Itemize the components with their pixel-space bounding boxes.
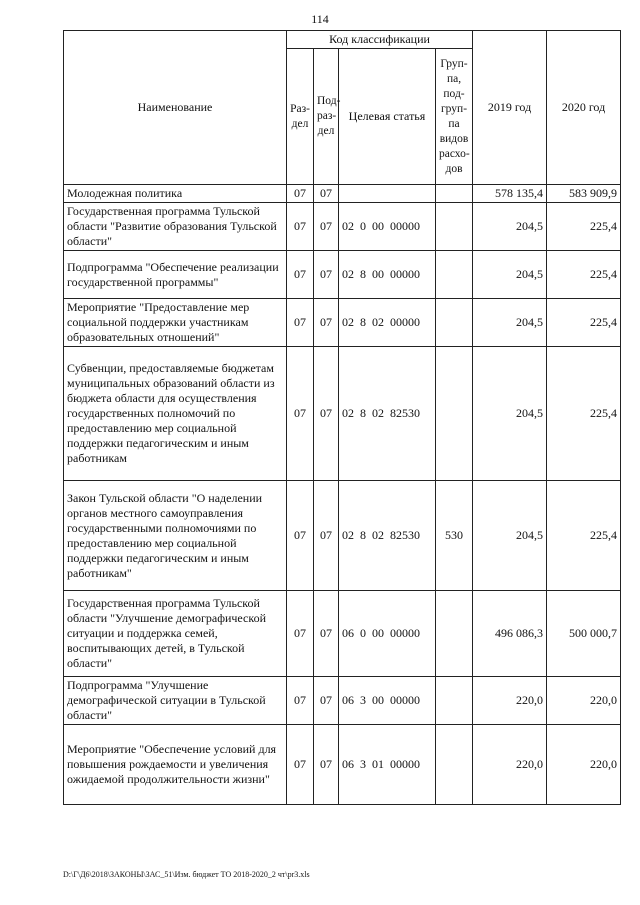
row-2020: 225,4 xyxy=(547,299,621,347)
row-name: Мероприятие "Обеспечение условий для повышения рождаемости и увеличения ожидаемой продолжительности жизни" xyxy=(64,725,287,805)
table-row xyxy=(64,203,621,251)
row-name: Субвенции, предоставляемые бюджетам муниципальных образований области из бюджета области для осуществления государственных полномочий по предоставлению мер социальной поддержки педагогическим и иным работникам xyxy=(64,347,287,481)
row-subsection: 07 xyxy=(314,203,339,251)
row-name: Молодежная политика xyxy=(64,185,287,203)
row-target xyxy=(339,185,436,203)
row-group xyxy=(436,203,473,251)
row-2020: 225,4 xyxy=(547,481,621,591)
row-subsection: 07 xyxy=(314,481,339,591)
row-2019: 204,5 xyxy=(473,299,547,347)
row-2019: 220,0 xyxy=(473,677,547,725)
row-name: Закон Тульской области "О наделении органов местного самоуправления государственными полномочиями по предоставлению мер социальной поддержки педагогическим и иным работникам" xyxy=(64,481,287,591)
row-2020: 225,4 xyxy=(547,347,621,481)
row-group: 530 xyxy=(436,481,473,591)
header-year-2019: 2019 год xyxy=(473,31,547,185)
row-target: 02 8 02 82530 xyxy=(339,347,436,481)
row-group xyxy=(436,591,473,677)
header-subsection: Под- раз- дел xyxy=(314,49,339,185)
row-2019: 496 086,3 xyxy=(473,591,547,677)
footer-file-path: D:\Г\Д6\2018\ЗАКОНЫ\ЗАС_51\Изм. бюджет ТО 2018-2020_2 чт\pr3.xls xyxy=(63,870,310,879)
row-2019: 204,5 xyxy=(473,251,547,299)
row-name: Государственная программа Тульской области "Развитие образования Тульской области" xyxy=(64,203,287,251)
row-section: 07 xyxy=(287,299,314,347)
row-section: 07 xyxy=(287,347,314,481)
header-section: Раз- дел xyxy=(287,49,314,185)
row-group xyxy=(436,677,473,725)
table-row xyxy=(64,251,621,299)
row-2020: 220,0 xyxy=(547,677,621,725)
row-group xyxy=(436,347,473,481)
row-subsection: 07 xyxy=(314,299,339,347)
row-section: 07 xyxy=(287,725,314,805)
row-target: 06 3 01 00000 xyxy=(339,725,436,805)
row-target: 06 3 00 00000 xyxy=(339,677,436,725)
row-name: Государственная программа Тульской области "Улучшение демографической ситуации и поддержка семей, воспитывающих детей, в Тульской области" xyxy=(64,591,287,677)
table-row xyxy=(64,677,621,725)
header-target-article: Целевая статья xyxy=(339,49,436,185)
row-target: 06 0 00 00000 xyxy=(339,591,436,677)
table-row xyxy=(64,299,621,347)
row-subsection: 07 xyxy=(314,591,339,677)
row-subsection: 07 xyxy=(314,185,339,203)
row-2019: 204,5 xyxy=(473,347,547,481)
row-subsection: 07 xyxy=(314,725,339,805)
row-section: 07 xyxy=(287,481,314,591)
row-section: 07 xyxy=(287,251,314,299)
table-row xyxy=(64,725,621,805)
row-section: 07 xyxy=(287,203,314,251)
row-target: 02 8 02 00000 xyxy=(339,299,436,347)
header-expense-group: Груп- па, под- груп- па видов расхо- дов xyxy=(436,49,473,185)
table-row xyxy=(64,347,621,481)
header-name: Наименование xyxy=(64,31,287,185)
row-target: 02 8 02 82530 xyxy=(339,481,436,591)
row-section: 07 xyxy=(287,591,314,677)
page-number: 114 xyxy=(311,12,329,26)
row-name: Подпрограмма "Улучшение демографической ситуации в Тульской области" xyxy=(64,677,287,725)
row-subsection: 07 xyxy=(314,677,339,725)
row-2019: 220,0 xyxy=(473,725,547,805)
row-section: 07 xyxy=(287,185,314,203)
row-2020: 583 909,9 xyxy=(547,185,621,203)
row-name: Подпрограмма "Обеспечение реализации государственной программы" xyxy=(64,251,287,299)
table-row xyxy=(64,481,621,591)
row-group xyxy=(436,725,473,805)
row-group xyxy=(436,251,473,299)
row-target: 02 8 00 00000 xyxy=(339,251,436,299)
header-code-group: Код классификации xyxy=(287,31,473,49)
row-2020: 225,4 xyxy=(547,203,621,251)
row-group xyxy=(436,185,473,203)
row-2019: 204,5 xyxy=(473,481,547,591)
row-target: 02 0 00 00000 xyxy=(339,203,436,251)
row-subsection: 07 xyxy=(314,251,339,299)
row-group xyxy=(436,299,473,347)
row-section: 07 xyxy=(287,677,314,725)
row-subsection: 07 xyxy=(314,347,339,481)
table-row xyxy=(64,591,621,677)
row-name: Мероприятие "Предоставление мер социальной поддержки участникам образовательных отношений" xyxy=(64,299,287,347)
row-2020: 225,4 xyxy=(547,251,621,299)
row-2020: 220,0 xyxy=(547,725,621,805)
header-year-2020: 2020 год xyxy=(547,31,621,185)
row-2020: 500 000,7 xyxy=(547,591,621,677)
row-2019: 204,5 xyxy=(473,203,547,251)
table-row xyxy=(64,185,621,203)
row-2019: 578 135,4 xyxy=(473,185,547,203)
budget-table xyxy=(63,30,621,805)
